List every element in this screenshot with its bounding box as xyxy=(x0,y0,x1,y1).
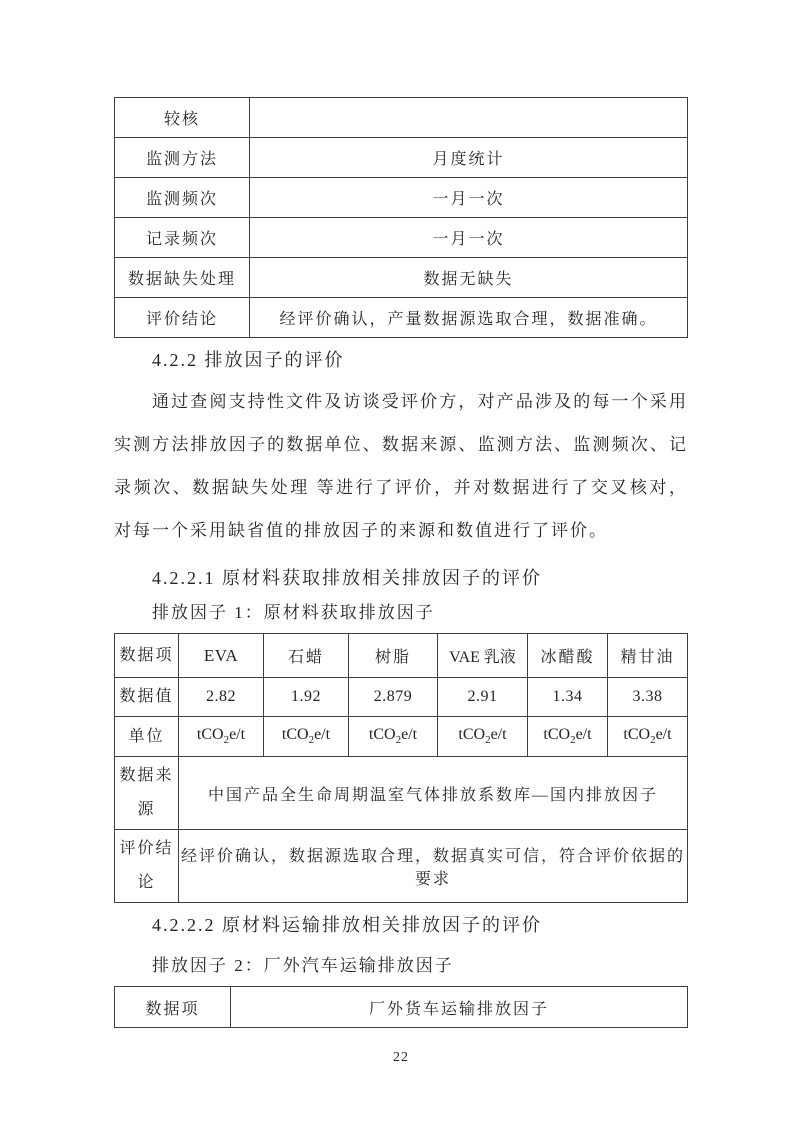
row-label: 记录频次 xyxy=(115,218,250,258)
section-heading-4222: 4.2.2.2 原材料运输排放相关排放因子的评价 xyxy=(152,915,542,935)
table-row xyxy=(115,138,688,178)
table-row xyxy=(115,258,688,298)
row-label: 监测频次 xyxy=(115,178,250,218)
row-value: 一月一次 xyxy=(250,218,688,258)
unit-cell: tCO$_2$e/t xyxy=(349,717,438,757)
unit-cell: tCO$_2$e/t xyxy=(264,717,349,757)
table-row xyxy=(115,678,688,717)
row-value: 厂外货车运输排放因子 xyxy=(231,987,688,1028)
row-label: 数据项 xyxy=(115,634,179,678)
table-row xyxy=(115,987,688,1028)
row-value: 经评价确认，产量数据源选取合理，数据准确。 xyxy=(250,298,688,338)
value-cell: 2.879 xyxy=(349,678,438,717)
factor1-table xyxy=(114,633,688,903)
document-page xyxy=(114,0,688,1066)
value-cell: 1.34 xyxy=(528,678,608,717)
table-row xyxy=(115,218,688,258)
section-heading-422: 4.2.2 排放因子的评价 xyxy=(152,350,345,370)
table-row xyxy=(115,634,688,678)
unit-cell: tCO$_2$e/t xyxy=(528,717,608,757)
row-label: 较核 xyxy=(115,98,250,138)
unit-cell: tCO$_2$e/t xyxy=(438,717,528,757)
table-row xyxy=(115,98,688,138)
value-cell: 1.92 xyxy=(264,678,349,717)
conclusion-value-cell: 经评价确认，数据源选取合理，数据真实可信，符合评价依据的要求 xyxy=(179,830,688,903)
factor2-caption: 排放因子 2：厂外汽车运输排放因子 xyxy=(152,956,454,975)
material-header-cell: VAE 乳液 xyxy=(438,634,528,678)
row-label: 数据缺失处理 xyxy=(115,258,250,298)
unit-cell: tCO$_2$e/t xyxy=(608,717,688,757)
row-label: 评价结论 xyxy=(115,830,179,903)
table-row xyxy=(115,717,688,757)
factor1-caption: 排放因子 1：原材料获取排放因子 xyxy=(152,603,435,622)
row-value: 月度统计 xyxy=(250,138,688,178)
table-row xyxy=(115,298,688,338)
value-cell: 2.82 xyxy=(179,678,264,717)
row-label: 数据项 xyxy=(115,987,231,1028)
section-paragraph xyxy=(114,380,688,552)
material-header-cell: 石蜡 xyxy=(264,634,349,678)
paragraph-line: 实测方法排放因子的数据单位、数据来源、监测方法、监测频次、记 xyxy=(114,435,688,454)
value-cell: 2.91 xyxy=(438,678,528,717)
paragraph-line: 录频次、数据缺失处理 等进行了评价，并对数据进行了交叉核对， xyxy=(114,478,688,497)
row-label: 监测方法 xyxy=(115,138,250,178)
section-heading-4221: 4.2.2.1 原材料获取排放相关排放因子的评价 xyxy=(152,568,542,588)
factor2-table xyxy=(114,986,688,1028)
material-header-cell: EVA xyxy=(179,634,264,678)
row-label: 数据来源 xyxy=(115,757,179,830)
row-label: 数据值 xyxy=(115,678,179,717)
monitoring-table xyxy=(114,97,688,338)
row-value: 一月一次 xyxy=(250,178,688,218)
material-header-cell: 树脂 xyxy=(349,634,438,678)
paragraph-line: 对每一个采用缺省值的排放因子的来源和数值进行了评价。 xyxy=(114,521,608,540)
row-label: 评价结论 xyxy=(115,298,250,338)
source-value-cell: 中国产品全生命周期温室气体排放系数库—国内排放因子 xyxy=(179,757,688,830)
table-row xyxy=(115,830,688,903)
value-cell: 3.38 xyxy=(608,678,688,717)
unit-cell: tCO$_2$e/t xyxy=(179,717,264,757)
row-value: 数据无缺失 xyxy=(250,258,688,298)
row-label: 单位 xyxy=(115,717,179,757)
table-row xyxy=(115,757,688,830)
paragraph-line: 通过查阅支持性文件及访谈受评价方，对产品涉及的每一个采用 xyxy=(152,392,688,411)
table-row xyxy=(115,178,688,218)
material-header-cell: 精甘油 xyxy=(608,634,688,678)
page-number: 22 xyxy=(393,1050,409,1065)
row-value xyxy=(250,98,688,138)
material-header-cell: 冰醋酸 xyxy=(528,634,608,678)
